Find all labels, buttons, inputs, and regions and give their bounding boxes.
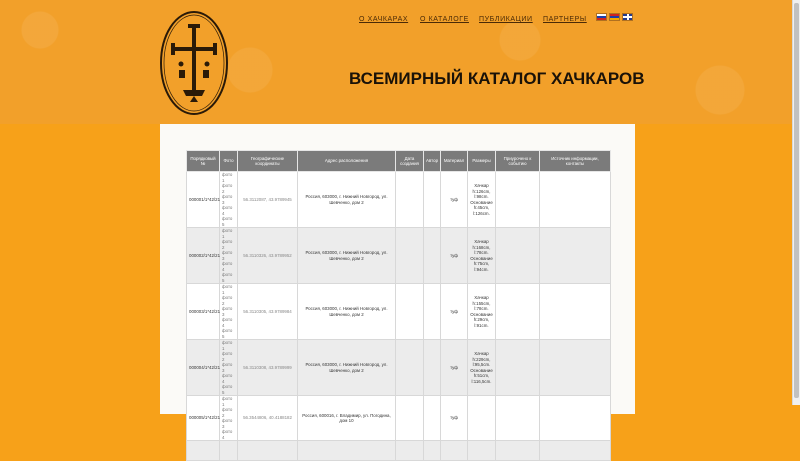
col-header-coordinates: Географические координаты (238, 151, 298, 172)
cell-size: Хачкар h:126cm, l:98cm. Основание h:45cm, l:126cm. (468, 172, 496, 228)
cell-author (424, 441, 441, 461)
nav-partners[interactable]: ПАРТНЕРЫ (543, 16, 587, 23)
table-row (187, 172, 611, 228)
photo-link[interactable]: фото 3 (222, 250, 233, 261)
col-header-address: Адрес расположения (298, 151, 396, 172)
cell-coordinates: 56.3112087, 43.9789945 (238, 172, 298, 228)
cell-address: Россия, 603000, г. Нижний Новгород, ул. Шевченко, дом 2 (298, 284, 396, 340)
cell-coordinates: 56.3110308, 43.9789999 (238, 340, 298, 396)
photo-link[interactable]: фото 4 (222, 205, 233, 216)
cell-photos (220, 396, 238, 441)
cell-number: 000004/1*42/21 (187, 340, 220, 396)
cell-photos (220, 228, 238, 284)
cell-author (424, 172, 441, 228)
cell-size (468, 441, 496, 461)
photo-link[interactable]: фото 2 (222, 407, 233, 418)
cell-number: 000001/1*42/21 (187, 172, 220, 228)
cell-photos (220, 340, 238, 396)
cell-author (424, 284, 441, 340)
table-row (187, 284, 611, 340)
cell-number: 000003/1*42/21 (187, 284, 220, 340)
cell-photos (220, 284, 238, 340)
cell-size: Хачкар h:155cm, l:78cm. Основание h:29cm, l:91cm. (468, 284, 496, 340)
cell-event (496, 172, 540, 228)
photo-link[interactable]: фото 2 (222, 183, 233, 194)
cell-source (540, 340, 611, 396)
col-header-number: Порядковый № (187, 151, 220, 172)
col-header-material: Материал (441, 151, 468, 172)
cell-material: туф (441, 172, 468, 228)
photo-link[interactable]: фото 1 (222, 340, 233, 351)
russia-flag-icon[interactable] (596, 13, 607, 21)
page-title: ВСЕМИРНЫЙ КАТАЛОГ ХАЧКАРОВ (349, 69, 645, 88)
cell-size (468, 396, 496, 441)
cell-address: Россия, 603000, г. Нижний Новгород, ул. Шевченко, дом 2 (298, 172, 396, 228)
photo-link[interactable]: фото 2 (222, 239, 233, 250)
photo-link[interactable]: фото 3 (222, 194, 233, 205)
table-row (187, 228, 611, 284)
scrollbar-thumb[interactable] (794, 3, 799, 398)
photo-link[interactable]: фото 2 (222, 295, 233, 306)
col-header-event: Приурочено к событию (496, 151, 540, 172)
photo-link[interactable]: фото 5 (222, 216, 233, 227)
cell-material (441, 441, 468, 461)
cell-material: туф (441, 396, 468, 441)
photo-link[interactable]: фото 1 (222, 396, 233, 407)
cell-coordinates (238, 441, 298, 461)
photo-link[interactable]: фото 3 (222, 306, 233, 317)
col-header-author: Автор (424, 151, 441, 172)
cell-source (540, 284, 611, 340)
cell-number: 000005/1*42/21 (187, 396, 220, 441)
cell-source (540, 228, 611, 284)
cell-date (396, 172, 424, 228)
cell-photos (220, 441, 238, 461)
cell-source (540, 396, 611, 441)
cell-coordinates: 56.3110326, 43.9789952 (238, 228, 298, 284)
photo-link[interactable]: фото 5 (222, 384, 233, 395)
cell-event (496, 284, 540, 340)
khachkar-catalog-table (186, 150, 611, 461)
table-row (187, 340, 611, 396)
khachkar-logo-icon[interactable] (159, 10, 229, 116)
table-row (187, 441, 611, 461)
cell-date (396, 340, 424, 396)
cell-author (424, 228, 441, 284)
photo-link[interactable]: фото 3 (222, 362, 233, 373)
vertical-scrollbar[interactable] (792, 0, 800, 405)
table-header-row (187, 151, 611, 172)
photo-link[interactable]: фото 1 (222, 228, 233, 239)
nav-about-catalog[interactable]: О КАТАЛОГЕ (420, 16, 469, 23)
photo-link[interactable]: фото 1 (222, 284, 233, 295)
photo-link[interactable]: фото 4 (222, 261, 233, 272)
photo-link[interactable]: фото 2 (222, 351, 233, 362)
photo-link[interactable]: фото 5 (222, 328, 233, 339)
photo-link[interactable]: фото 4 (222, 429, 233, 440)
cell-number: 000002/1*42/21 (187, 228, 220, 284)
cell-address (298, 441, 396, 461)
col-header-date: Дата создания (396, 151, 424, 172)
cell-date (396, 441, 424, 461)
cell-coordinates: 56.3544806, 40.4188182 (238, 396, 298, 441)
uk-flag-icon[interactable] (622, 13, 633, 21)
table-row (187, 396, 611, 441)
cell-material: туф (441, 228, 468, 284)
cell-source (540, 441, 611, 461)
cell-date (396, 396, 424, 441)
photo-link[interactable]: фото 3 (222, 418, 233, 429)
photo-link[interactable]: фото 4 (222, 317, 233, 328)
nav-publications[interactable]: ПУБЛИКАЦИИ (479, 16, 533, 23)
cell-coordinates: 56.3110305, 43.9789984 (238, 284, 298, 340)
cell-photos (220, 172, 238, 228)
nav-about-khachkars[interactable]: О ХАЧКАРАХ (359, 16, 409, 23)
cell-address: Россия, 603000, г. Нижний Новгород, ул. Шевченко, дом 2 (298, 228, 396, 284)
photo-link[interactable]: фото 4 (222, 373, 233, 384)
cell-event (496, 228, 540, 284)
cell-address: Россия, 600016, г. Владимир, ул. Погодина, дом 10 (298, 396, 396, 441)
cell-material: туф (441, 340, 468, 396)
cell-event (496, 396, 540, 441)
cell-size: Хачкар h:229cm, l:95,5cm. Основание h:51cm, l:116,5cm. (468, 340, 496, 396)
armenia-flag-icon[interactable] (609, 13, 620, 21)
cell-event (496, 441, 540, 461)
cell-address: Россия, 603000, г. Нижний Новгород, ул. Шевченко, дом 2 (298, 340, 396, 396)
col-header-source: Источник информации, контакты (540, 151, 611, 172)
cell-date (396, 284, 424, 340)
cell-author (424, 396, 441, 441)
col-header-size: Размеры (468, 151, 496, 172)
cell-material: туф (441, 284, 468, 340)
cell-event (496, 340, 540, 396)
site-header (0, 0, 792, 124)
photo-link[interactable]: фото 5 (222, 272, 233, 283)
cell-source (540, 172, 611, 228)
cell-number (187, 441, 220, 461)
cell-date (396, 228, 424, 284)
col-header-photo: Фото (220, 151, 238, 172)
cell-size: Хачкар h:168cm, l:78cm. Основание h:75cm, l:94cm. (468, 228, 496, 284)
photo-link[interactable]: фото 1 (222, 172, 233, 183)
cell-author (424, 340, 441, 396)
